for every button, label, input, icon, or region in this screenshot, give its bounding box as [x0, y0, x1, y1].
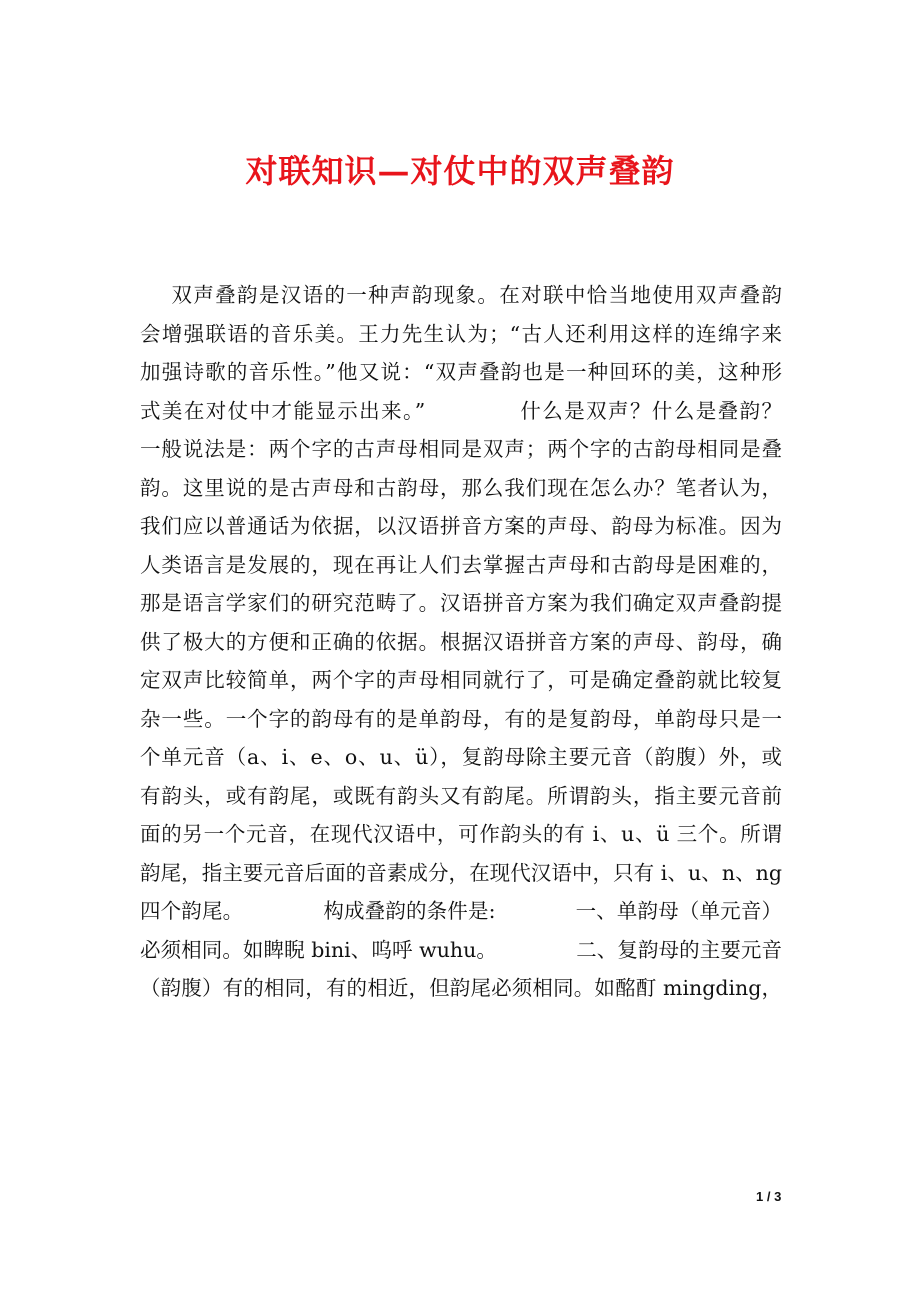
text-line: 式美在对仗中才能显示出来。” 什么是双声？什么是叠韵？: [140, 398, 782, 423]
text-line: 韵尾，指主要元音后面的音素成分，在现代汉语中，只有 i、u、n、ng: [140, 860, 782, 885]
text-line: 那是语言学家们的研究范畴了。汉语拼音方案为我们确定双声叠韵提: [140, 591, 782, 615]
text-line: 个单元音（a、i、e、o、u、ü），复韵母除主要元音（韵腹）外，或: [140, 745, 782, 769]
text-line: 有韵头，或有韵尾，或既有韵头又有韵尾。所谓韵头，指主要元音前: [140, 783, 782, 808]
page-number: 1 / 3: [756, 1189, 782, 1204]
text-line: 四个韵尾。 构成叠韵的条件是: 一、单韵母（单元音）: [140, 899, 782, 923]
text-line: 双声叠韵是汉语的一种声韵现象。在对联中恰当地使用双声叠韵: [140, 283, 782, 307]
text-line: 供了极大的方便和正确的依据。根据汉语拼音方案的声母、韵母，确: [140, 629, 782, 654]
document-title: 对联知识—对仗中的双声叠韵: [245, 152, 675, 190]
document-body: [140, 281, 782, 1013]
text-line: 必须相同。如睥睨 bini、呜呼 wuhu。 二、复韵母的主要元音: [140, 937, 782, 962]
text-line: 我们应以普通话为依据，以汉语拼音方案的声母、韵母为标准。因为: [140, 514, 782, 538]
text-line: 会增强联语的音乐美。王力先生认为；“古人还利用这样的连绵字来: [140, 321, 782, 346]
text-line: 杂一些。一个字的韵母有的是单韵母，有的是复韵母，单韵母只是一: [140, 706, 782, 731]
text-line: 面的另一个元音，在现代汉语中，可作韵头的有 i、u、ü 三个。所谓: [140, 822, 782, 846]
text-line: 加强诗歌的音乐性。”他又说：“双声叠韵也是一种回环的美，这种形: [140, 360, 782, 384]
text-line: 定双声比较简单，两个字的声母相同就行了，可是确定叠韵就比较复: [140, 668, 782, 692]
text-line: 一般说法是：两个字的古声母相同是双声；两个字的古韵母相同是叠: [140, 437, 782, 461]
text-line: 韵。这里说的是古声母和古韵母，那么我们现在怎么办？笔者认为，: [140, 475, 782, 500]
text-line: （韵腹）有的相同，有的相近，但韵尾必须相同。如酩酊 mingding，: [140, 976, 782, 1000]
text-line: 人类语言是发展的，现在再让人们去掌握古声母和古韵母是困难的，: [140, 552, 782, 577]
